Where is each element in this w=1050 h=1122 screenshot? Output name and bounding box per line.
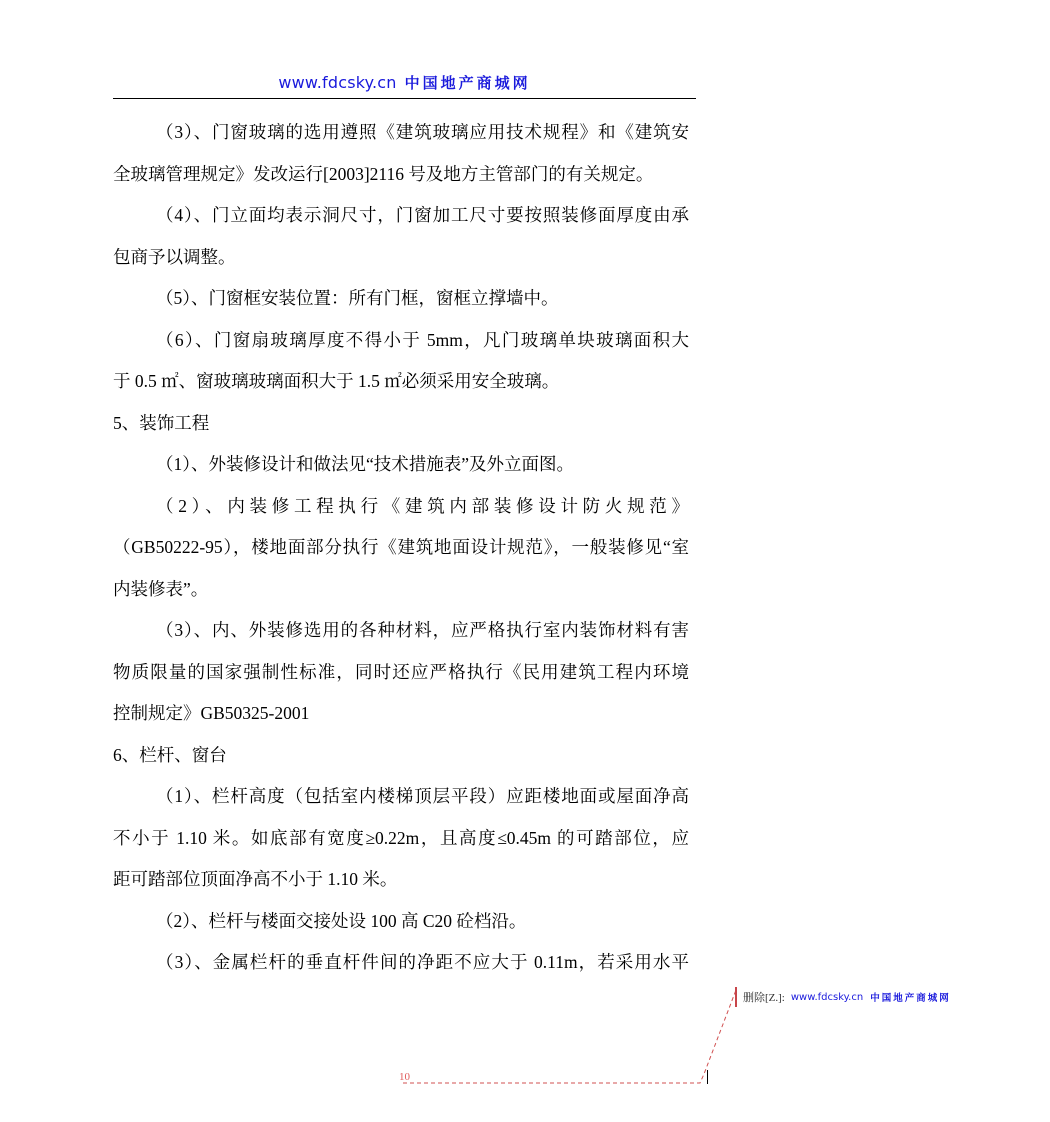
text-line: （3）、内、外装修选用的各种材料，应严格执行室内装饰材料有害 [156, 620, 689, 640]
text-line: 物质限量的国家强制性标准，同时还应严格执行《民用建筑工程内环境 [113, 661, 689, 682]
balloon-url: www.fdcsky.cn [790, 991, 864, 1003]
insertion-mark [707, 1070, 708, 1084]
paragraph-5-frame-position [113, 278, 689, 320]
section-heading-decoration [113, 403, 689, 445]
revision-balloon[interactable] [735, 987, 951, 1007]
header-text [278, 73, 530, 92]
text-line: 于 0.5 ㎡、窗玻璃玻璃面积大于 1.5 ㎡必须采用安全玻璃。 [113, 371, 560, 391]
text-line: 包商予以调整。 [113, 246, 236, 267]
text-line: 控制规定》GB50325-2001 [113, 703, 310, 723]
text-line: （1）、外装修设计和做法见“技术措施表”及外立面图。 [156, 454, 575, 474]
text-line: （2）、内装修工程执行《建筑内部装修设计防火规范》 [156, 495, 689, 516]
text-line: 距可踏部位顶面净高不小于 1.10 米。 [113, 869, 398, 889]
heading-text: 6、栏杆、窗台 [113, 744, 227, 765]
text-line: 不小于 1.10 米。如底部有宽度≥0.22m，且高度≤0.45m 的可踏部位，应 [113, 827, 689, 848]
paragraph-3-metal-railing [113, 942, 689, 984]
paragraph-6-glass-thickness [113, 320, 689, 403]
text-line: （3）、金属栏杆的垂直杆件间的净距不应大于 0.11m，若采用水平 [156, 952, 689, 972]
page-number: 10 [399, 1071, 410, 1083]
text-line: （GB50222-95），楼地面部分执行《建筑地面设计规范》，一般装修见“室 [113, 537, 689, 557]
text-line: （2）、栏杆与楼面交接处设 100 高 C20 砼档沿。 [156, 910, 527, 931]
header-url: www.fdcsky.cn [278, 73, 397, 92]
heading-text: 5、装饰工程 [113, 412, 210, 433]
balloon-marker-bar [735, 987, 737, 1007]
section-heading-railings [113, 735, 689, 777]
text-line: 内装修表”。 [113, 578, 209, 599]
paragraph-3-materials [113, 610, 689, 735]
paragraph-3-glass [113, 112, 689, 195]
header-site-name: 中国地产商城网 [404, 74, 531, 92]
text-line: （4）、门立面均表示洞尺寸，门窗加工尺寸要按照装修面厚度由承 [156, 205, 689, 225]
paragraph-2-interior [113, 486, 689, 611]
balloon-label: 删除[Z.]: [743, 992, 785, 1004]
page-header [113, 70, 696, 99]
paragraph-1-railing-height [113, 776, 689, 901]
paragraph-2-curb [113, 901, 689, 943]
document-body [113, 112, 689, 984]
text-line: 全玻璃管理规定》发改运行[2003]2116 号及地方主管部门的有关规定。 [113, 163, 654, 184]
text-line: （6）、门窗扇玻璃厚度不得小于 5mm，凡门玻璃单块玻璃面积大 [156, 329, 689, 350]
paragraph-4-door-size [113, 195, 689, 278]
balloon-site-name: 中国地产商城网 [870, 993, 951, 1004]
text-line: （3）、门窗玻璃的选用遵照《建筑玻璃应用技术规程》和《建筑安 [156, 122, 689, 142]
paragraph-1-exterior [113, 444, 689, 486]
text-line: （5）、门窗框安装位置：所有门框，窗框立撑墙中。 [156, 288, 559, 308]
text-line: （1）、栏杆高度（包括室内楼梯顶层平段）应距楼地面或屋面净高 [156, 786, 689, 806]
